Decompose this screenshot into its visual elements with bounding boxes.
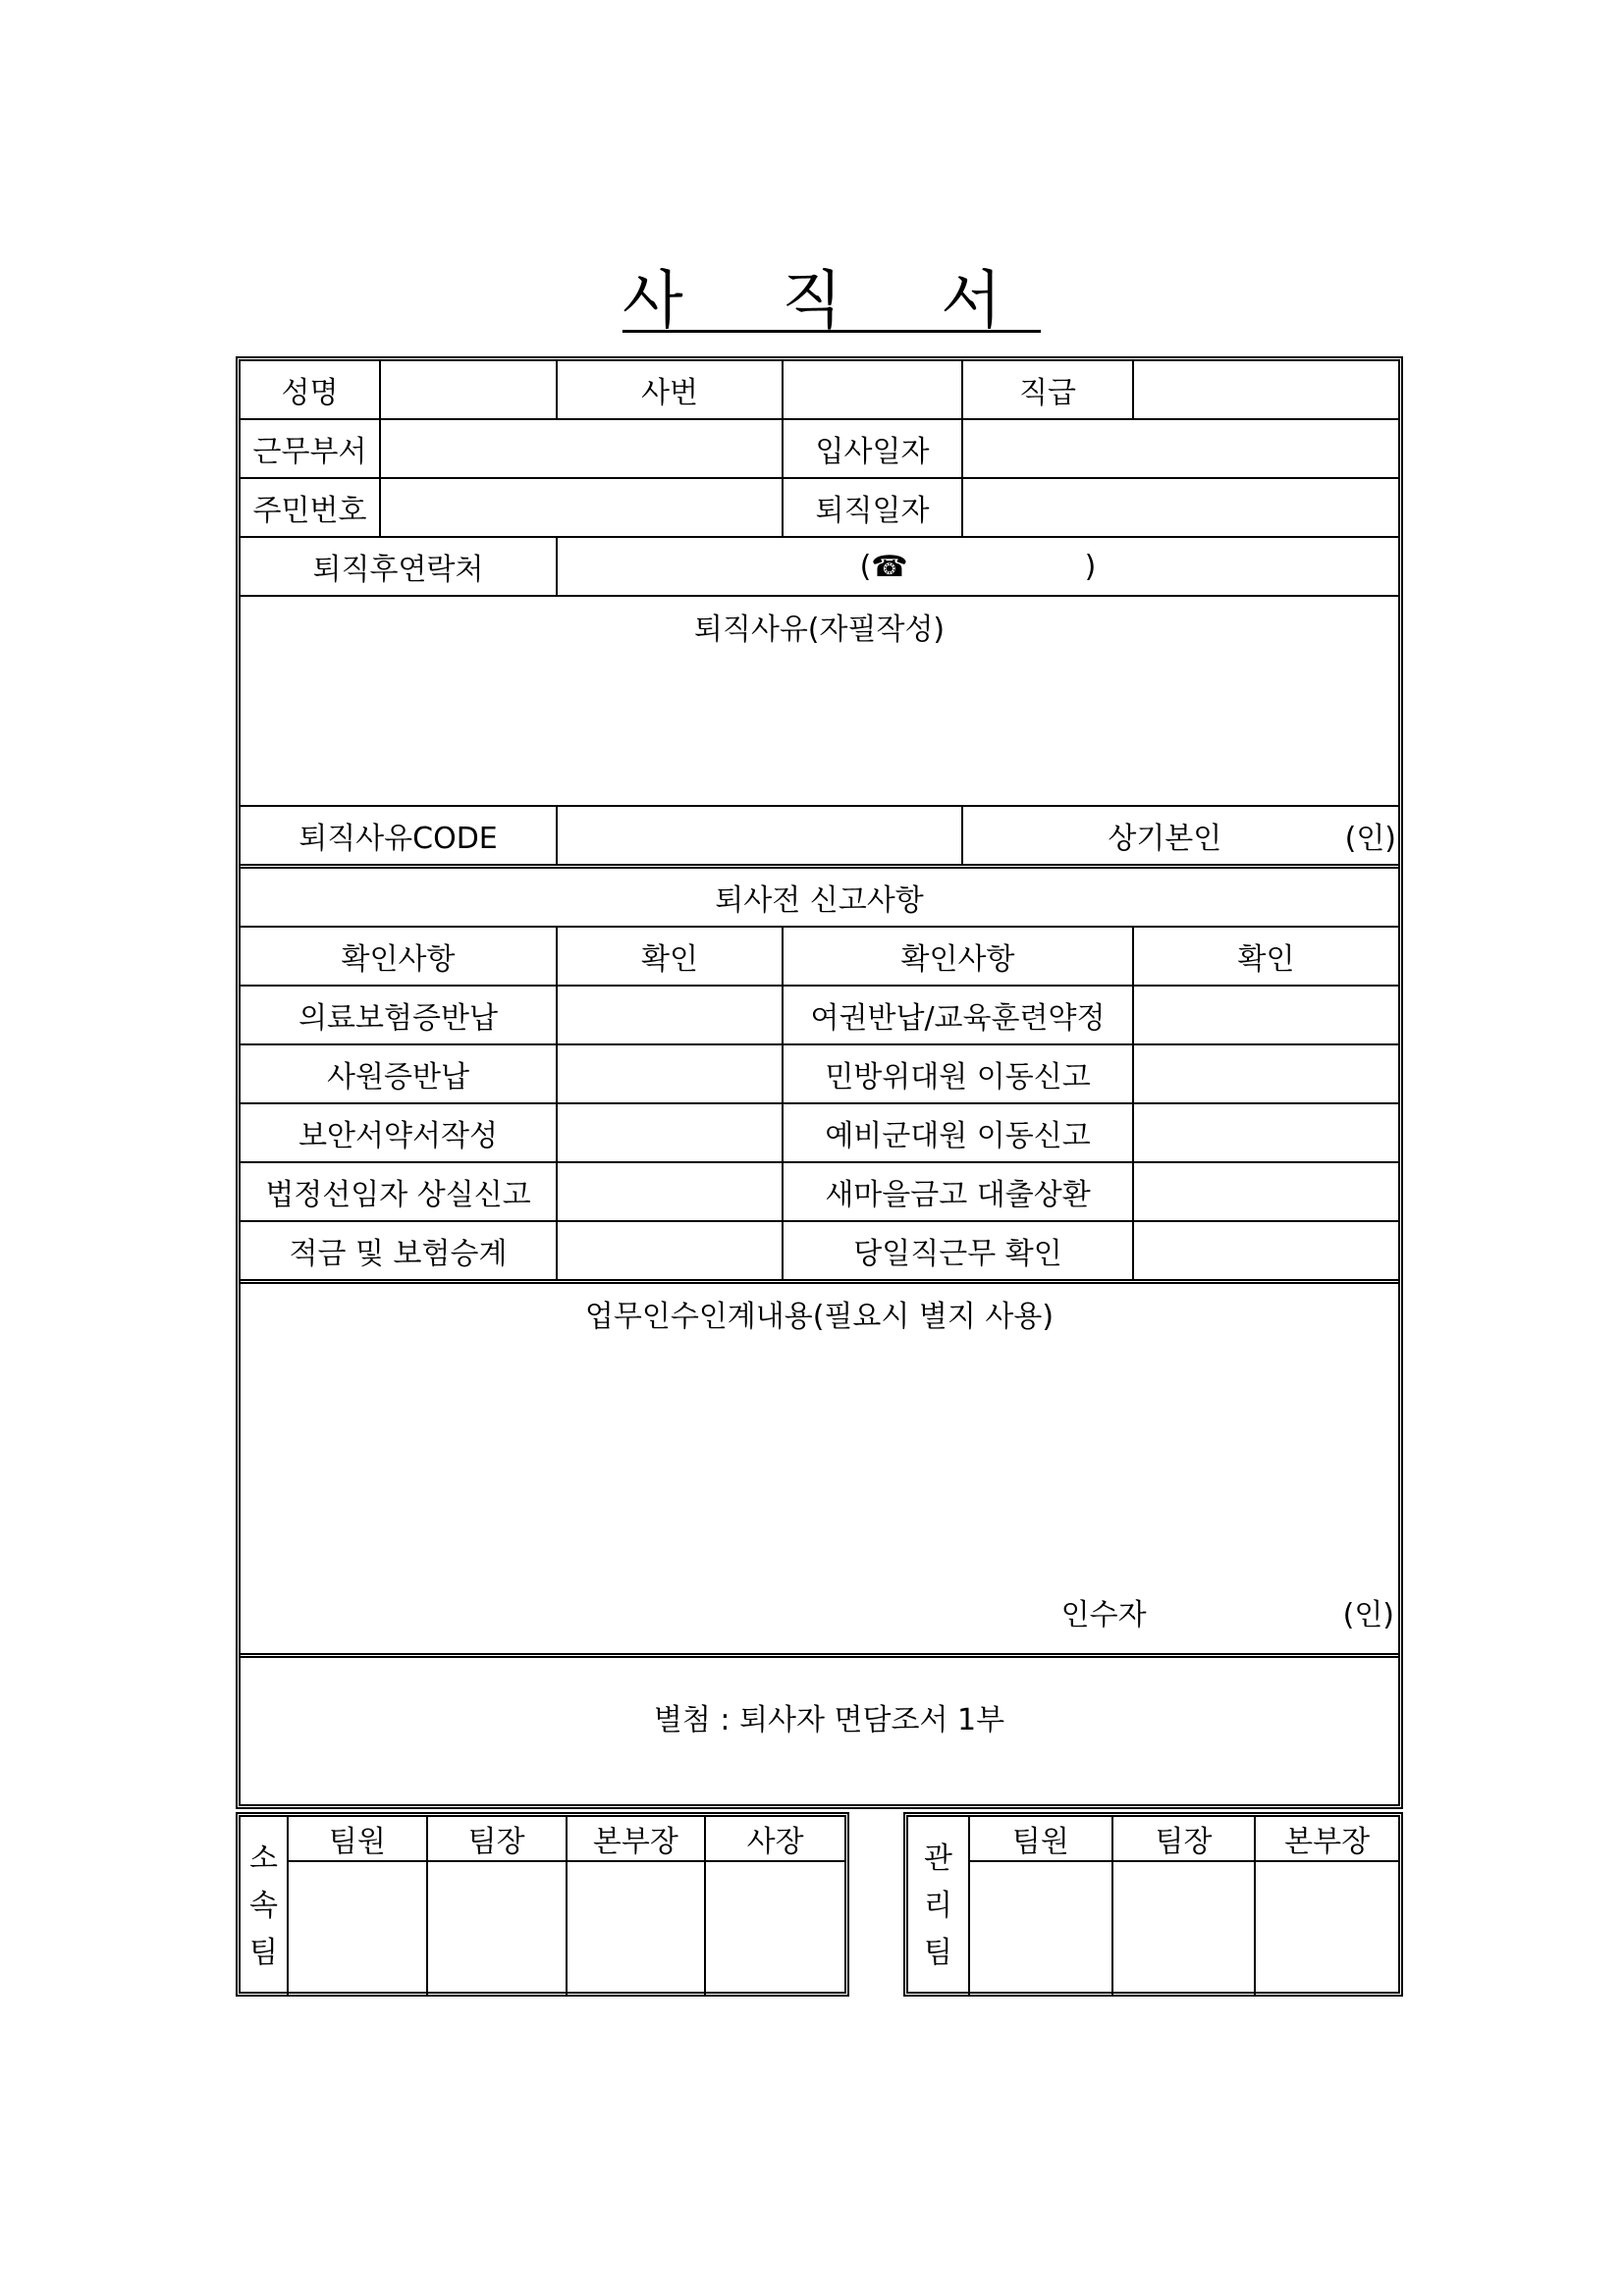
document-title-text: 사 직 서	[622, 265, 1042, 338]
checklist-col-item-right: 확인사항	[783, 927, 1133, 986]
checklist-check-box[interactable]	[557, 1044, 783, 1103]
approval-sign-box[interactable]	[705, 1861, 844, 1996]
approval-admin-box	[903, 1812, 1403, 1997]
receiver-label: 인수자	[1060, 1598, 1147, 1632]
approval-sign-box[interactable]	[1112, 1861, 1256, 1996]
approval-sign-box[interactable]	[969, 1861, 1112, 1996]
attachment-text: 별첨 : 퇴사자 면담조서 1부	[653, 1703, 1005, 1737]
checklist-check-box[interactable]	[1133, 1103, 1398, 1162]
join-date-field[interactable]	[962, 419, 1398, 478]
emp-no-field[interactable]	[783, 361, 962, 419]
rank-field[interactable]	[1133, 361, 1398, 419]
name-label: 성명	[241, 361, 380, 419]
handover-box[interactable]	[241, 1282, 1398, 1656]
id-no-label: 주민번호	[241, 478, 380, 537]
checklist-check-box[interactable]	[557, 1162, 783, 1221]
checklist-row	[241, 1221, 1398, 1282]
reason-box[interactable]	[241, 596, 1398, 806]
checklist-item: 민방위대원 이동신고	[783, 1044, 1133, 1103]
leave-date-label: 퇴직일자	[783, 478, 962, 537]
approval-col-header: 팀장	[1112, 1817, 1256, 1861]
reason-code-label: 퇴직사유CODE	[241, 806, 557, 867]
approval-team-box	[236, 1812, 849, 1997]
receiver-seal: (인)	[1342, 1598, 1394, 1632]
checklist-heading: 퇴사전 신고사항	[241, 867, 1398, 928]
checklist-check-box[interactable]	[1133, 986, 1398, 1044]
checklist-row	[241, 986, 1398, 1044]
approval-col-header: 팀장	[427, 1817, 567, 1861]
contact-label: 퇴직후연락처	[241, 537, 557, 596]
checklist-check-box[interactable]	[1133, 1221, 1398, 1282]
basic-info-table	[241, 361, 1398, 1776]
phone-close: )	[1084, 549, 1097, 584]
approval-col-header: 본부장	[567, 1817, 706, 1861]
id-no-field[interactable]	[380, 478, 783, 537]
checklist-row	[241, 1103, 1398, 1162]
handover-label: 업무인수인계내용(필요시 별지 사용)	[584, 1300, 1055, 1334]
approval-col-header: 사장	[705, 1817, 844, 1861]
checklist-item: 적금 및 보험승계	[241, 1221, 557, 1282]
approval-sign-box[interactable]	[567, 1861, 706, 1996]
checklist-col-check-left: 확인	[557, 927, 783, 986]
resignation-form	[236, 356, 1403, 1809]
name-field[interactable]	[380, 361, 557, 419]
approval-col-header: 팀원	[969, 1817, 1112, 1861]
contact-field[interactable]	[557, 537, 1398, 596]
document-title	[0, 267, 1624, 336]
dept-field[interactable]	[380, 419, 783, 478]
phone-open: (☎	[859, 549, 908, 584]
checklist-item: 예비군대원 이동신고	[783, 1103, 1133, 1162]
checklist-check-box[interactable]	[1133, 1044, 1398, 1103]
rank-label: 직급	[962, 361, 1133, 419]
attachment-box	[241, 1656, 1398, 1777]
checklist-item: 당일직근무 확인	[783, 1221, 1133, 1282]
checklist-check-box[interactable]	[1133, 1162, 1398, 1221]
approval-team-table	[241, 1817, 844, 1997]
checklist-check-box[interactable]	[557, 986, 783, 1044]
approval-sign-box[interactable]	[1255, 1861, 1398, 1996]
reason-code-field[interactable]	[557, 806, 962, 867]
signer-seal: (인)	[1344, 822, 1396, 856]
checklist-check-box[interactable]	[557, 1221, 783, 1282]
checklist-item: 법정선임자 상실신고	[241, 1162, 557, 1221]
checklist-item: 여권반납/교육훈련약정	[783, 986, 1133, 1044]
approval-team-label: 소 속 팀	[241, 1817, 288, 1996]
join-date-label: 입사일자	[783, 419, 962, 478]
dept-label: 근무부서	[241, 419, 380, 478]
checklist-item: 보안서약서작성	[241, 1103, 557, 1162]
reason-label: 퇴직사유(자필작성)	[693, 613, 946, 647]
approval-sign-box[interactable]	[288, 1861, 427, 1996]
checklist-col-item-left: 확인사항	[241, 927, 557, 986]
approval-col-header: 본부장	[1255, 1817, 1398, 1861]
approval-col-header: 팀원	[288, 1817, 427, 1861]
emp-no-label: 사번	[557, 361, 783, 419]
checklist-row	[241, 1044, 1398, 1103]
signer-cell[interactable]	[962, 806, 1398, 867]
checklist-row	[241, 1162, 1398, 1221]
signer-label: 상기본인	[1108, 822, 1222, 856]
checklist-item: 사원증반납	[241, 1044, 557, 1103]
leave-date-field[interactable]	[962, 478, 1398, 537]
checklist-col-check-right: 확인	[1133, 927, 1398, 986]
checklist-check-box[interactable]	[557, 1103, 783, 1162]
approval-admin-table	[908, 1817, 1398, 1997]
checklist-item: 의료보험증반납	[241, 986, 557, 1044]
approval-admin-label: 관 리 팀	[908, 1817, 969, 1996]
checklist-item: 새마을금고 대출상환	[783, 1162, 1133, 1221]
approval-sign-box[interactable]	[427, 1861, 567, 1996]
